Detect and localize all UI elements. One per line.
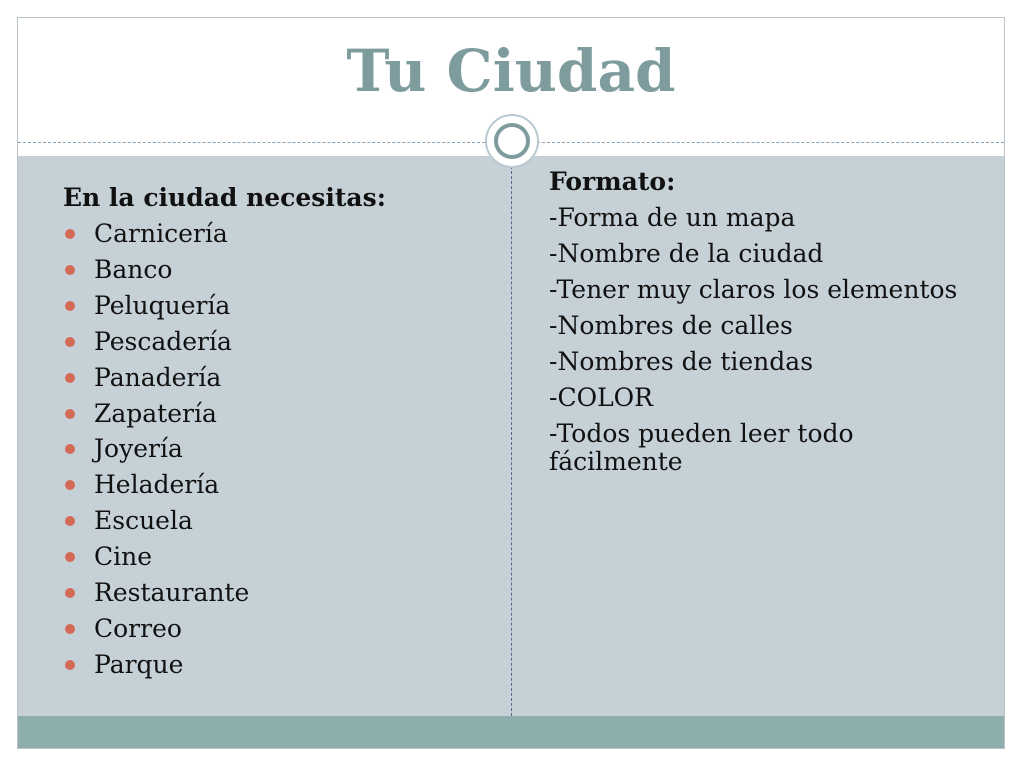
- list-item: [63, 575, 503, 611]
- format-line: -Tener muy claros los elementos: [549, 275, 958, 304]
- bullet-dot-icon: [65, 373, 75, 383]
- column-divider: [511, 156, 512, 716]
- bullet-dot-icon: [65, 624, 75, 634]
- slide-title: Tu Ciudad: [346, 37, 676, 105]
- list-item: [63, 216, 503, 252]
- list-item: [63, 396, 503, 432]
- list-item-label: Parque: [94, 649, 184, 679]
- bullet-dot-icon: [65, 229, 75, 239]
- list-item-label: Peluquería: [94, 290, 231, 320]
- list-item-label: Joyería: [94, 434, 183, 464]
- left-heading: En la ciudad necesitas:: [63, 183, 386, 212]
- ring-ornament-icon: [485, 114, 539, 168]
- right-heading: Formato:: [549, 167, 676, 196]
- bullet-dot-icon: [65, 409, 75, 419]
- list-item: [63, 288, 503, 324]
- list-item-label: Heladería: [94, 470, 220, 500]
- list-item-label: Cine: [94, 542, 153, 572]
- needs-list: [63, 216, 503, 683]
- list-item-label: Panadería: [94, 362, 222, 392]
- list-item: [63, 252, 503, 288]
- list-item-label: Carnicería: [94, 219, 228, 248]
- format-line: -Nombres de calles: [549, 311, 793, 340]
- list-item-label: Restaurante: [94, 578, 250, 608]
- slide: [17, 17, 1005, 749]
- bullet-dot-icon: [65, 552, 75, 562]
- list-item: [63, 431, 503, 467]
- format-line: -Todos pueden leer todo fácilmente: [549, 419, 854, 476]
- bullet-dot-icon: [65, 660, 75, 670]
- format-line: -Nombre de la ciudad: [549, 239, 824, 268]
- footer-bar: [18, 716, 1004, 749]
- bullet-dot-icon: [65, 301, 75, 311]
- list-item-label: Pescadería: [94, 326, 232, 356]
- bullet-dot-icon: [65, 516, 75, 526]
- ring-ornament-inner: [494, 123, 530, 159]
- list-item-label: Correo: [94, 613, 182, 643]
- left-column: [63, 180, 503, 683]
- bullet-dot-icon: [65, 265, 75, 275]
- bullet-dot-icon: [65, 588, 75, 598]
- list-item-label: Banco: [94, 254, 173, 284]
- list-item: [63, 467, 503, 503]
- list-item: [63, 360, 503, 396]
- list-item: [63, 539, 503, 575]
- bullet-dot-icon: [65, 337, 75, 347]
- list-item-label: Escuela: [94, 506, 193, 536]
- list-item: [63, 611, 503, 647]
- list-item: [63, 503, 503, 539]
- bullet-dot-icon: [65, 480, 75, 490]
- format-line: -COLOR: [549, 383, 653, 412]
- format-line: -Nombres de tiendas: [549, 347, 814, 376]
- right-column: [549, 164, 989, 476]
- list-item: [63, 647, 503, 683]
- format-line: -Forma de un mapa: [549, 203, 796, 232]
- bullet-dot-icon: [65, 444, 75, 454]
- list-item-label: Zapatería: [94, 398, 217, 428]
- list-item: [63, 324, 503, 360]
